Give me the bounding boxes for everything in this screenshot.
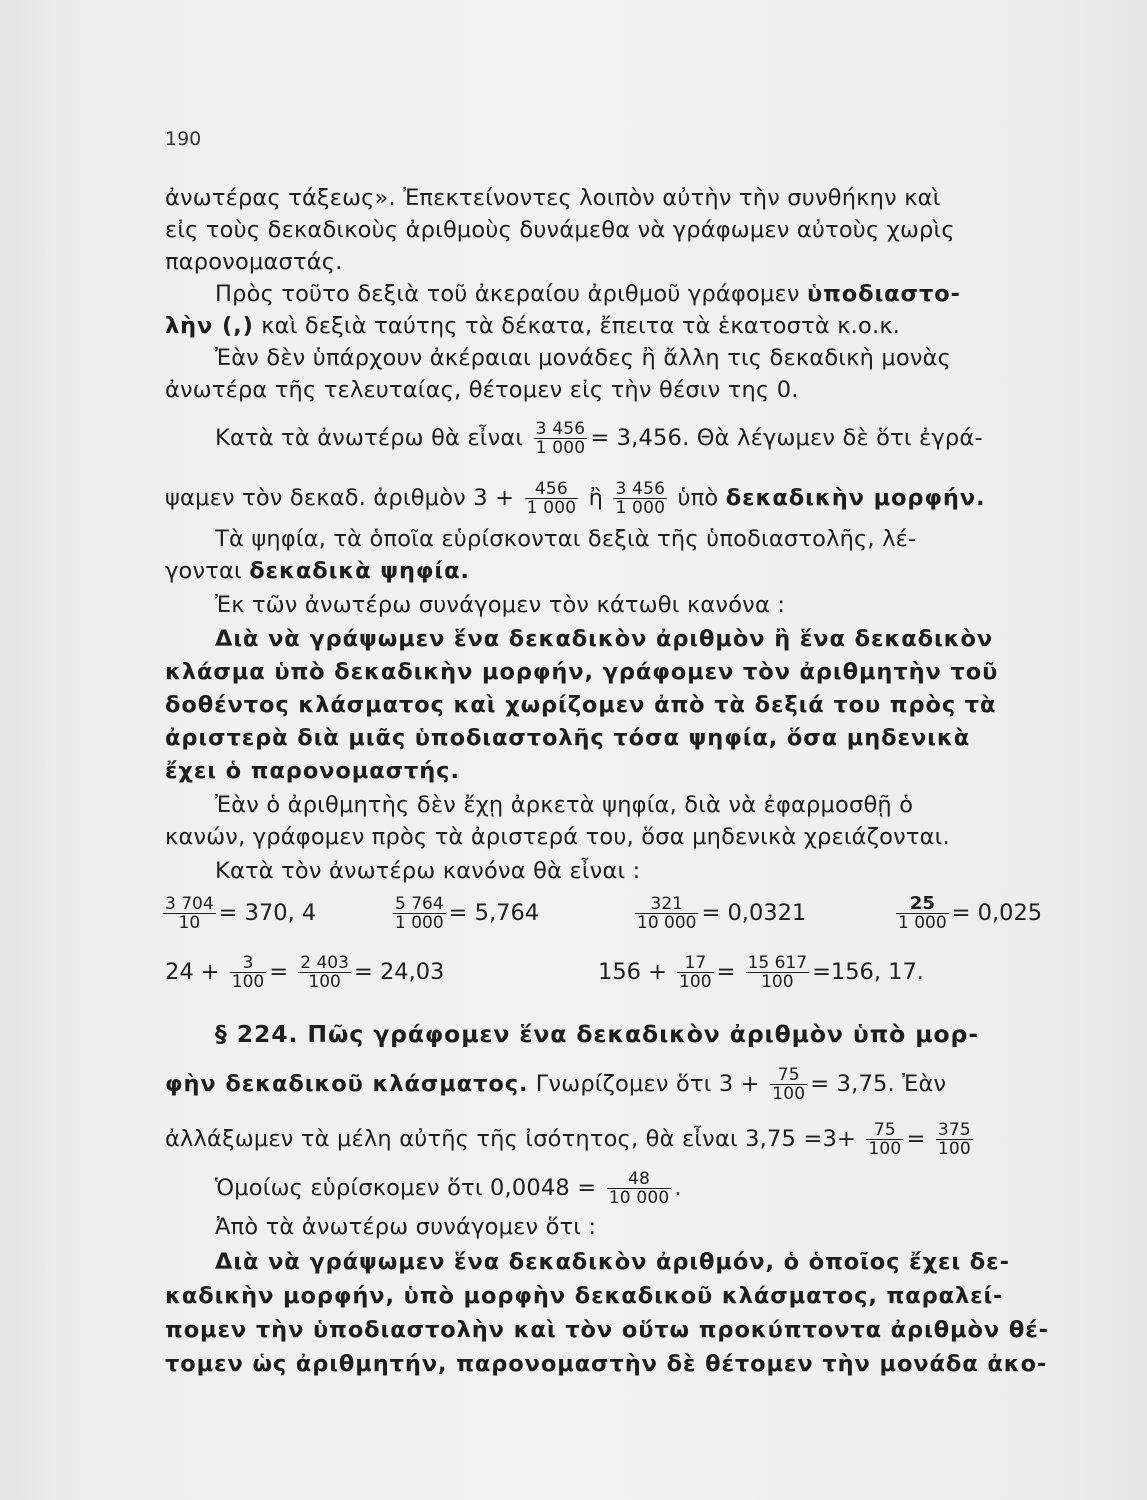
text-line: Τὰ ψηφία, τὰ ὁποῖα εὑρίσκονται δεξιὰ τῆς ὑποδιαστολῆς, λέ- [215, 526, 917, 552]
example-equation: 156 + $\frac{17}{100}$ = $\frac{15 617}{100}$ =156, 17. [598, 953, 924, 992]
fraction: $\frac{3}{100}$ [231, 953, 265, 992]
example-equation: $\frac{3 704}{10}$ = 370, 4 [165, 894, 317, 933]
rule-line: Διὰ νὰ γράψωμεν ἕνα δεκαδικὸν ἀριθμόν, ὁ ὁποῖος ἔχει δε- [215, 1249, 1010, 1275]
text-line: Ἐὰν ὁ ἀριθμητὴς δὲν ἔχῃ ἀρκετὰ ψηφία, διὰ νὰ ἐφαρμοσθῇ ὁ [215, 792, 914, 818]
fraction: $\frac{375}{100}$ [937, 1120, 971, 1159]
fraction: $\frac{48}{10 000}$ [608, 1169, 670, 1208]
rule-line: πομεν τὴν ὑποδιαστολὴν καὶ τὸν οὕτω προκύπτοντα ἀριθμὸν θέ- [165, 1317, 1049, 1343]
fraction: $\frac{5 764}{1 000}$ [395, 894, 444, 933]
text-line: Ἐκ τῶν ἀνωτέρω συνάγομεν τὸν κάτωθι κανόνα : [215, 592, 786, 618]
fraction: $\frac{3 456}{1 000}$ [535, 419, 586, 458]
fraction: $\frac{2 403}{100}$ [300, 953, 349, 992]
text-line: Κατὰ τὸν ἀνωτέρω κανόνα θὰ εἶναι : [215, 858, 641, 884]
fraction: $\frac{321}{10 000}$ [637, 894, 697, 933]
fraction: $\frac{17}{100}$ [679, 953, 712, 992]
text-line: φὴν δεκαδικοῦ κλάσματος. Γνωρίζομεν ὅτι 3 + $\frac{75}{100}$ = 3,75. Ἐὰν [165, 1065, 947, 1104]
text-line: Ἐὰν δὲν ὑπάρχουν ἀκέραιαι μονάδες ἢ ἄλλη τις δεκαδικὴ μονὰς [215, 345, 952, 371]
term-bold: ὑποδιαστο- [806, 281, 961, 307]
text-line: ἀνωτέρας τάξεως». Ἐπεκτείνοντες λοιπὸν αὐτὴν τὴν συνθήκην καὶ [165, 185, 941, 211]
text-line: Ἀπὸ τὰ ἀνωτέρω συνάγομεν ὅτι : [215, 1214, 597, 1240]
text-line: λὴν (,) καὶ δεξιὰ ταύτης τὰ δέκατα, ἔπειτα τὰ ἑκατοστὰ κ.ο.κ. [165, 313, 901, 339]
example-equation: $\frac{25}{1 000}$ = 0,025 [898, 893, 1043, 933]
fraction: $\frac{3 456}{1 000}$ [615, 479, 666, 518]
text-line: Κατὰ τὰ ἀνωτέρω θὰ εἶναι $\frac{3 456}{1 000}$ = 3,456. Θὰ λέγωμεν δὲ ὅτι ἐγρά- [215, 419, 983, 458]
text-line: εἰς τοὺς δεκαδικοὺς ἀριθμοὺς δυνάμεθα νὰ γράφωμεν αὐτοὺς χωρὶς [165, 217, 955, 243]
term-bold: φὴν δεκαδικοῦ κλάσματος. [165, 1071, 529, 1097]
text-line: Πρὸς τοῦτο δεξιὰ τοῦ ἀκεραίου ἀριθμοῦ γράφομεν ὑποδιαστο- [215, 281, 961, 307]
rule-line: ἔχει ὁ παρονομαστής. [165, 758, 460, 784]
text-line: Ὁμοίως εὑρίσκομεν ὅτι 0,0048 = $\frac{48}{10 000}$ . [215, 1169, 682, 1208]
fraction: $\frac{15 617}{100}$ [747, 953, 808, 992]
term-bold: λὴν (,) [165, 313, 254, 339]
text-line: ἀνωτέρα τῆς τελευταίας, θέτομεν εἰς τὴν θέσιν της 0. [165, 377, 799, 403]
rule-line: τομεν ὡς ἀριθμητήν, παρονομαστὴν δὲ θέτομεν τὴν μονάδα ἀκο- [165, 1351, 1048, 1377]
term-bold: δεκαδικὰ ψηφία. [249, 558, 470, 584]
rule-line: ἀριστερὰ διὰ μιᾶς ὑποδιαστολῆς τόσα ψηφία, ὅσα μηδενικὰ [165, 725, 971, 751]
term-bold: δεκαδικὴν μορφήν. [725, 485, 986, 511]
text-line: ψαμεν τὸν δεκαδ. ἀριθμὸν 3 + $\frac{456}{1 000}$ ἢ $\frac{3 456}{1 000}$ ὑπὸ δεκαδικὴν μορφήν. [165, 479, 986, 518]
text-line: γονται δεκαδικὰ ψηφία. [165, 558, 470, 584]
fraction: $\frac{456}{1 000}$ [526, 479, 577, 518]
fraction: $\frac{75}{100}$ [868, 1120, 902, 1159]
fraction: $\frac{25}{1 000}$ [898, 893, 947, 933]
example-equation: 24 + $\frac{3}{100}$ = $\frac{2 403}{100}$ = 24,03 [165, 953, 445, 992]
text-line: παρονομαστάς. [165, 249, 343, 275]
page-number: 190 [165, 128, 202, 150]
fraction: $\frac{3 704}{10}$ [165, 894, 214, 933]
text-line: ἀλλάξωμεν τὰ μέλη αὐτῆς τῆς ἰσότητος, θὰ εἶναι 3,75 =3+ $\frac{75}{100}$ = $\frac{375}{100}$ [165, 1120, 971, 1159]
rule-line: καδικὴν μορφήν, ὑπὸ μορφὴν δεκαδικοῦ κλάσματος, παραλεί- [165, 1283, 1004, 1309]
rule-line: κλάσμα ὑπὸ δεκαδικὴν μορφήν, γράφομεν τὸν ἀριθμητὴν τοῦ [165, 659, 999, 685]
fraction: $\frac{75}{100}$ [772, 1065, 806, 1104]
example-equation: $\frac{321}{10 000}$ = 0,0321 [637, 894, 807, 933]
rule-line: δοθέντος κλάσματος καὶ χωρίζομεν ἀπὸ τὰ δεξιά του πρὸς τὰ [165, 692, 997, 718]
section-heading: § 224. Πῶς γράφομεν ἕνα δεκαδικὸν ἀριθμὸν ὑπὸ μορ- [215, 1020, 979, 1048]
example-equation: $\frac{5 764}{1 000}$ = 5,764 [395, 894, 540, 933]
text-line: κανών, γράφομεν πρὸς τὰ ἀριστερά του, ὅσα μηδενικὰ χρειάζονται. [165, 824, 950, 850]
rule-line: Διὰ νὰ γράψωμεν ἕνα δεκαδικὸν ἀριθμὸν ἢ ἕνα δεκαδικὸν [215, 626, 994, 652]
